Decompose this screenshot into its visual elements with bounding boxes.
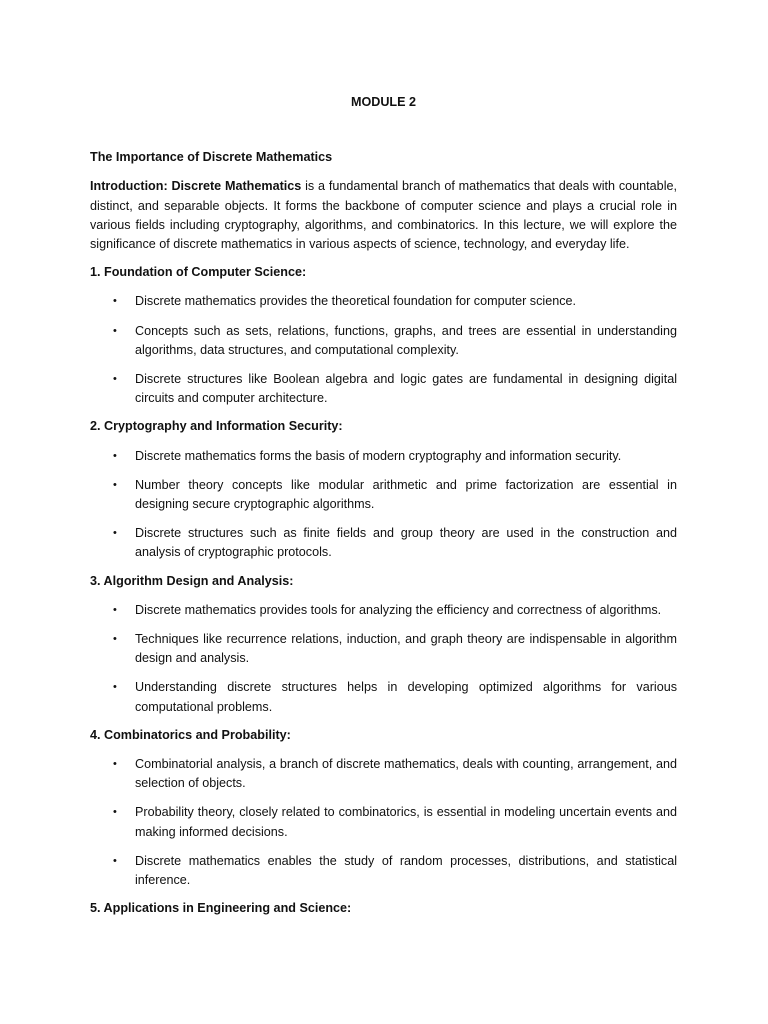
list-item bbox=[90, 524, 677, 562]
list-item-text: Discrete structures such as finite fields and group theory are used in the construction and analysis of cryptographic protocols. bbox=[135, 526, 677, 560]
list-item-text: Discrete mathematics enables the study of random processes, distributions, and statistical inference. bbox=[135, 853, 677, 888]
list-item bbox=[90, 447, 677, 466]
bullet-icon: • bbox=[113, 373, 117, 386]
section-list-2 bbox=[90, 447, 677, 563]
bullet-icon: • bbox=[113, 681, 117, 694]
bullet-icon: • bbox=[113, 806, 117, 819]
list-item bbox=[90, 601, 677, 620]
section-heading-1: 1. Foundation of Computer Science: bbox=[90, 265, 307, 280]
bullet-icon: • bbox=[113, 603, 117, 616]
section-list-4 bbox=[90, 755, 677, 890]
bullet-icon: • bbox=[113, 324, 117, 337]
bullet-icon: • bbox=[113, 295, 117, 308]
list-item-text: Techniques like recurrence relations, induction, and graph theory are indispensable in algorithm design and analysis. bbox=[135, 632, 677, 666]
list-item-text: Understanding discrete structures helps in developing optimized algorithms for various computational problems. bbox=[135, 680, 677, 714]
section-heading-2: 2. Cryptography and Information Security: bbox=[90, 419, 343, 434]
document-title: The Importance of Discrete Mathematics bbox=[90, 150, 333, 165]
bullet-icon: • bbox=[113, 758, 117, 771]
list-item-text: Concepts such as sets, relations, functions, graphs, and trees are essential in understanding algorithms, data structures, and computational complexity. bbox=[135, 323, 677, 357]
list-item bbox=[90, 630, 677, 668]
list-item bbox=[90, 755, 677, 793]
bullet-icon: • bbox=[113, 478, 117, 491]
intro-paragraph bbox=[90, 177, 677, 254]
list-item bbox=[90, 803, 677, 841]
bullet-icon: • bbox=[113, 854, 117, 867]
list-item bbox=[90, 292, 677, 311]
section-list-1 bbox=[90, 292, 677, 408]
list-item-text: Probability theory, closely related to combinatorics, is essential in modeling uncertain events and making informed decisions. bbox=[135, 805, 677, 839]
intro-lead: Introduction: Discrete Mathematics bbox=[90, 179, 302, 194]
list-item bbox=[90, 678, 677, 716]
section-heading-5: 5. Applications in Engineering and Science: bbox=[90, 901, 352, 916]
document-body bbox=[90, 93, 677, 929]
module-title: MODULE 2 bbox=[350, 95, 417, 109]
section-list-3 bbox=[90, 601, 677, 717]
bullet-icon: • bbox=[113, 449, 117, 462]
list-item bbox=[90, 476, 677, 514]
bullet-icon: • bbox=[113, 527, 117, 540]
list-item bbox=[90, 322, 677, 360]
list-item-text: Discrete mathematics provides tools for analyzing the efficiency and correctness of algorithms. bbox=[135, 602, 662, 617]
bullet-icon: • bbox=[113, 633, 117, 646]
section-heading-4: 4. Combinatorics and Probability: bbox=[90, 727, 291, 742]
section-heading-3: 3. Algorithm Design and Analysis: bbox=[90, 573, 294, 588]
intro-text: is a fundamental branch of mathematics that deals with countable, distinct, and separable objects. It forms the backbone of computer science and plays a crucial role in various fields including cryptography, algorithms, and combinatorics. In this lecture, we will explore the significance of discrete mathematics in various aspects of science, technology, and everyday life. bbox=[90, 179, 677, 252]
list-item-text: Discrete structures like Boolean algebra and logic gates are fundamental in designing digital circuits and computer architecture. bbox=[135, 372, 677, 406]
list-item bbox=[90, 852, 677, 890]
list-item-text: Combinatorial analysis, a branch of discrete mathematics, deals with counting, arrangement, and selection of objects. bbox=[135, 757, 677, 791]
list-item-text: Discrete mathematics provides the theoretical foundation for computer science. bbox=[135, 294, 576, 309]
list-item-text: Discrete mathematics forms the basis of modern cryptography and information security. bbox=[135, 448, 622, 463]
list-item bbox=[90, 370, 677, 408]
list-item-text: Number theory concepts like modular arithmetic and prime factorization are essential in designing secure cryptographic algorithms. bbox=[135, 477, 677, 512]
